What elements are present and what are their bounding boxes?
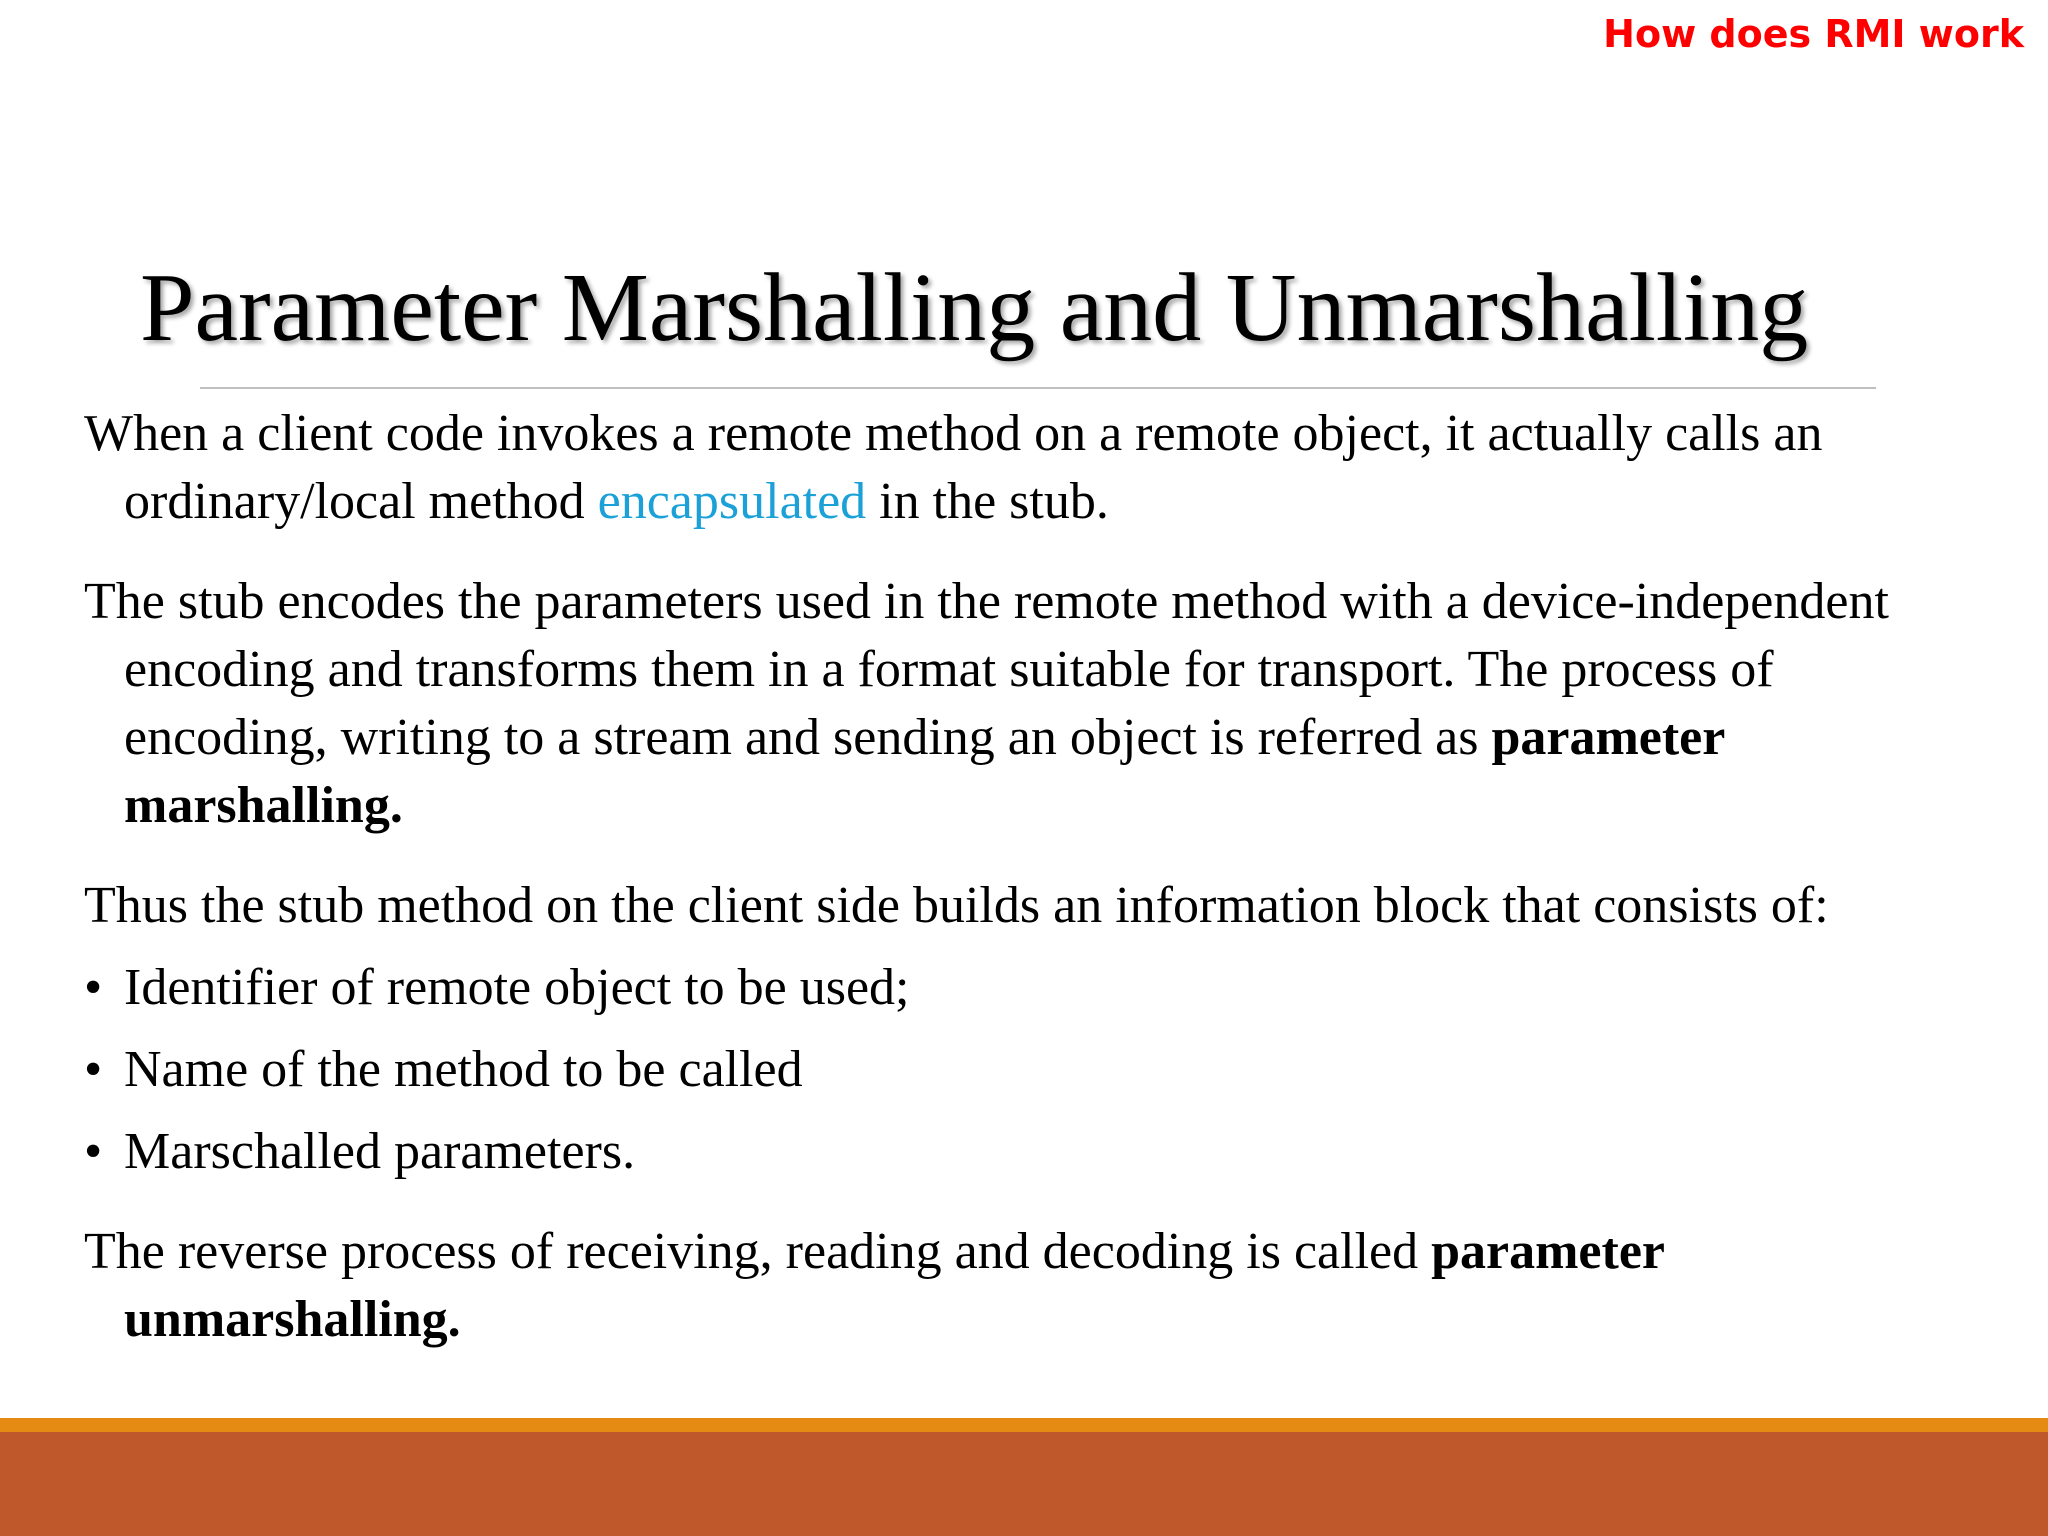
bold-term: parameter marshalling. bbox=[124, 709, 1725, 834]
paragraph-stub-call bbox=[84, 400, 1984, 536]
list-item-text: Name of the method to be called bbox=[124, 1041, 803, 1098]
list-item-text: Identifier of remote object to be used; bbox=[124, 959, 910, 1016]
paragraph-unmarshalling bbox=[84, 1218, 1984, 1354]
slide-title: Parameter Marshalling and Unmarshalling bbox=[140, 254, 1809, 362]
highlighted-term: encapsulated bbox=[597, 473, 867, 530]
paragraph-text: Thus the stub method on the client side builds an information block that consists of: bbox=[84, 877, 1829, 934]
bullet-icon: • bbox=[84, 1123, 103, 1180]
footer-accent-band bbox=[0, 1418, 2048, 1432]
bold-term: parameter unmarshalling. bbox=[124, 1223, 1665, 1348]
paragraph-text: The reverse process of receiving, reading and decoding is called bbox=[84, 1223, 1432, 1280]
footer-band bbox=[0, 1432, 2048, 1536]
list-item bbox=[84, 1036, 1984, 1104]
paragraph-text: The stub encodes the parameters used in the remote method with a device-independent encoding and transforms them in a format suitable for transport. The process of encoding, writing to a stream and sending an object is referred as bbox=[84, 573, 1889, 766]
list-item-text: Marschalled parameters. bbox=[124, 1123, 636, 1180]
paragraph-text: When a client code invokes a remote method on a remote object, it actually calls an ordinary/local method bbox=[84, 405, 1823, 530]
bullet-icon: • bbox=[84, 959, 103, 1016]
paragraph-marshalling bbox=[84, 568, 1984, 840]
corner-label: How does RMI work bbox=[1603, 12, 2024, 56]
list-item bbox=[84, 954, 1984, 1022]
list-item bbox=[84, 1118, 1984, 1186]
bullet-icon: • bbox=[84, 1041, 103, 1098]
title-divider bbox=[200, 387, 1876, 389]
paragraph-info-block bbox=[84, 872, 1984, 940]
paragraph-text: in the stub. bbox=[866, 473, 1109, 530]
slide-body bbox=[84, 400, 1984, 1354]
bullet-list bbox=[84, 954, 1984, 1186]
